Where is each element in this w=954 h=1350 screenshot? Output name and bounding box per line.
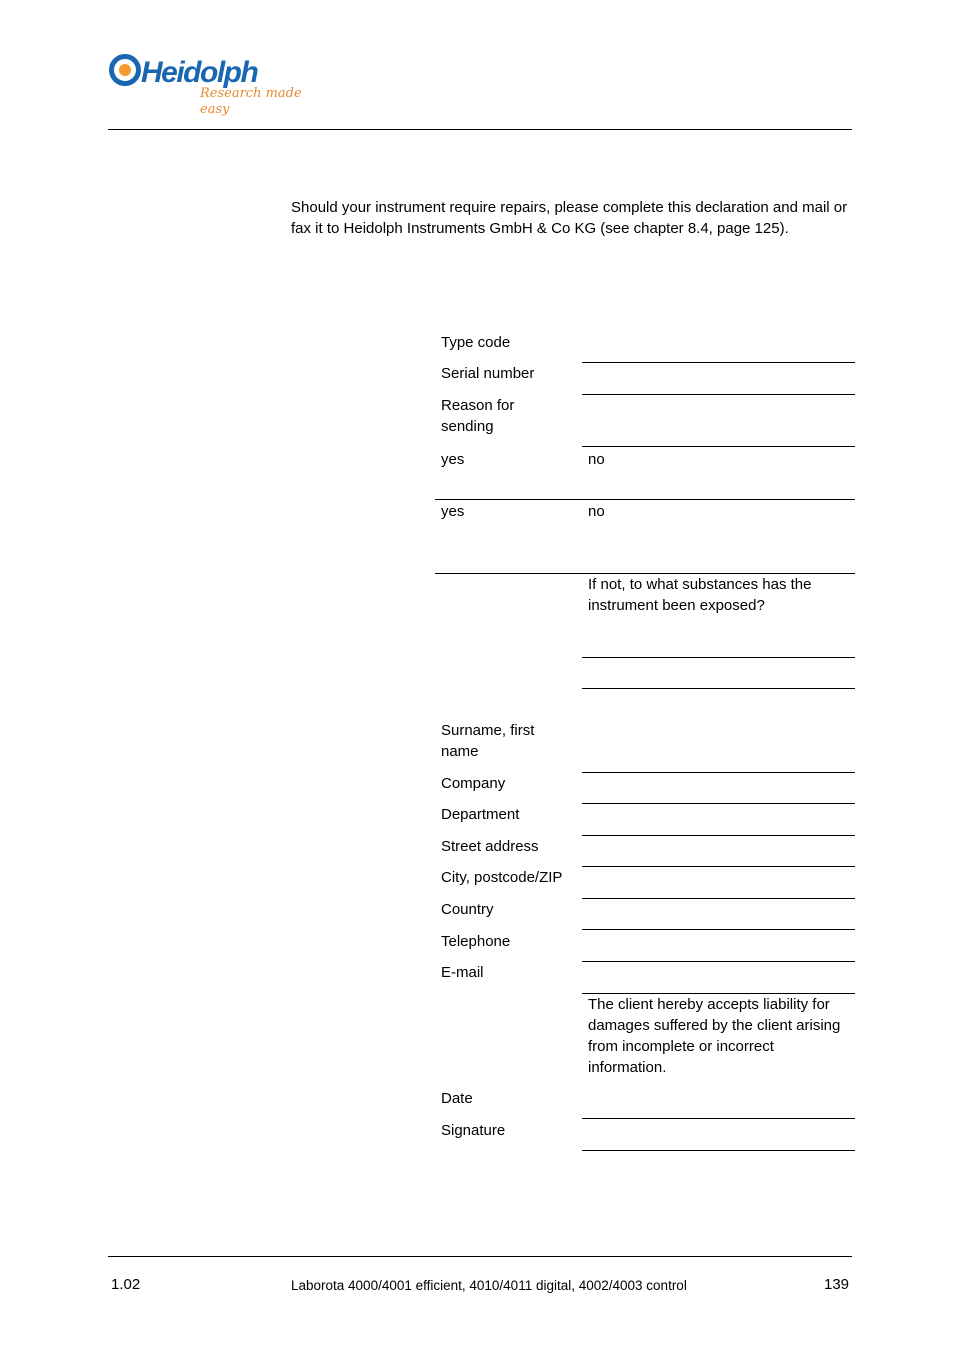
- label-department: Department: [441, 806, 520, 823]
- field-type-code[interactable]: [582, 362, 855, 363]
- field-city[interactable]: [582, 898, 855, 899]
- field-serial-number[interactable]: [582, 394, 855, 395]
- label-date: Date: [441, 1090, 473, 1107]
- field-department[interactable]: [582, 835, 855, 836]
- label-street: Street address: [441, 838, 539, 855]
- field-telephone[interactable]: [582, 961, 855, 962]
- label-country: Country: [441, 901, 494, 918]
- field-reason[interactable]: [582, 446, 855, 447]
- field-signature[interactable]: [582, 1150, 855, 1151]
- label-city: City, postcode/ZIP: [441, 869, 563, 886]
- field-company[interactable]: [582, 803, 855, 804]
- field-name[interactable]: [582, 772, 855, 773]
- footer-page-number: 139: [824, 1276, 850, 1293]
- label-signature: Signature: [441, 1122, 506, 1139]
- footer-divider: [108, 1256, 852, 1257]
- field-substances-2[interactable]: [582, 688, 855, 689]
- q1-no-option[interactable]: no: [588, 451, 605, 468]
- liability-statement: The client hereby accepts liability for damages suffered by the client arising from incomplete or incorrect information.: [588, 996, 841, 1076]
- q1-divider: [435, 499, 855, 500]
- footer-version: 1.02: [111, 1276, 141, 1293]
- substances-question: If not, to what substances has the instrument been exposed?: [588, 576, 812, 614]
- field-street[interactable]: [582, 866, 855, 867]
- footer-title: Laborota 4000/4001 efficient, 4010/4011 digital, 4002/4003 control: [291, 1278, 687, 1293]
- label-email: E-mail: [441, 964, 484, 981]
- label-serial-number: Serial number: [441, 365, 535, 382]
- field-date[interactable]: [582, 1118, 855, 1119]
- heidolph-logo: [108, 52, 323, 117]
- q2-yes-option[interactable]: yes: [441, 503, 465, 520]
- logo-wordmark: Heidolph: [141, 56, 258, 89]
- label-telephone: Telephone: [441, 933, 511, 950]
- q2-no-option[interactable]: no: [588, 503, 605, 520]
- label-company: Company: [441, 775, 506, 792]
- logo-dot-icon: [119, 64, 131, 76]
- q1-yes-option[interactable]: yes: [441, 451, 465, 468]
- label-name: Surname, first name: [441, 722, 535, 760]
- field-country[interactable]: [582, 929, 855, 930]
- header-divider: [108, 129, 852, 130]
- label-type-code: Type code: [441, 334, 511, 351]
- logo-tagline: Research made easy: [200, 86, 302, 117]
- intro-paragraph: Should your instrument require repairs, please complete this declaration and mail or fax it to Heidolph Instruments GmbH & Co KG (see chapter 8.4, page 125).: [291, 199, 848, 237]
- label-reason: Reason for sending: [441, 397, 515, 435]
- field-substances-1[interactable]: [582, 657, 855, 658]
